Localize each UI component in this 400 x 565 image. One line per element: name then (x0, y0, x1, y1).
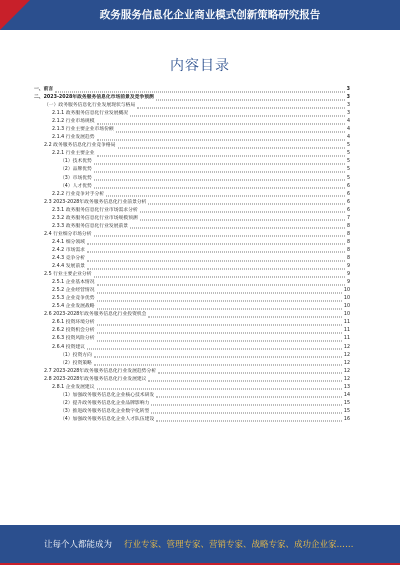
toc-entry[interactable] (34, 255, 350, 263)
toc-entry-title: 2.3.3 政务服务信息化行业发展前景 (52, 223, 129, 229)
toc-entry[interactable] (34, 110, 350, 118)
toc-entry-title: 2.8.1 企业发展建议 (52, 384, 95, 390)
toc-entry-page: 9 (346, 272, 350, 278)
toc-entry-page: 12 (343, 344, 350, 350)
toc-entry-page: 5 (346, 159, 350, 165)
toc-entry[interactable] (34, 368, 350, 376)
toc-entry-title: 一、前言 (34, 87, 54, 93)
toc-entry-page: 8 (346, 247, 350, 253)
toc-leader-dots (140, 220, 345, 221)
toc-entry-title: 2.2.1 行业主要企业 (52, 151, 95, 157)
toc-entry-title: （1）投资方向 (60, 352, 92, 358)
toc-leader-dots (158, 373, 342, 374)
toc-entry[interactable] (34, 392, 350, 400)
toc-entry-title: 2.5.3 企业竞争优势 (52, 296, 95, 302)
toc-entry-title: 2.2 政务服务信息化行业竞争格局 (44, 143, 116, 149)
toc-entry-page: 5 (346, 167, 350, 173)
toc-entry-title: （3）市场优势 (60, 175, 92, 181)
report-header (0, 0, 400, 30)
toc-entry[interactable] (34, 400, 350, 408)
toc-entry[interactable] (34, 344, 350, 352)
toc-leader-dots (97, 340, 342, 341)
toc-leader-dots (137, 107, 345, 108)
toc-leader-dots (116, 131, 345, 132)
footer-slogan-left: 让每个人都能成为 (44, 540, 113, 550)
toc-entry-page: 6 (346, 199, 350, 205)
toc-entry-page: 12 (343, 352, 350, 358)
toc-leader-dots (97, 155, 345, 156)
toc-entry[interactable] (34, 311, 350, 319)
toc-leader-dots (94, 357, 342, 358)
report-title: 政务服务信息化企业商业模式创新策略研究报告 (99, 9, 321, 21)
toc-leader-dots (94, 163, 345, 164)
toc-leader-dots (106, 196, 345, 197)
toc-entry[interactable] (34, 175, 350, 183)
toc-entry[interactable] (34, 408, 350, 416)
toc-entry-page: 3 (346, 95, 350, 101)
toc-entry-page: 3 (346, 87, 350, 93)
toc-leader-dots (148, 381, 341, 382)
toc-leader-dots (97, 292, 342, 293)
toc-entry-page: 6 (346, 191, 350, 197)
toc-entry-title: 2.6.2 投资机会分析 (52, 328, 95, 334)
toc-entry-title: 2.8 2023-2028年政务服务信息化行业发展建议 (44, 376, 147, 382)
toc-entry-title: （4）人才优势 (60, 183, 92, 189)
toc-entry-title: 2.1.3 行业主要企业市场份额 (52, 127, 114, 133)
page-footer (0, 525, 400, 565)
toc-leader-dots (97, 324, 342, 325)
toc-entry-title: 2.5.2 企业经营情况 (52, 288, 95, 294)
toc-entry[interactable] (34, 118, 350, 126)
toc-entry[interactable] (34, 295, 350, 303)
toc-entry[interactable] (34, 215, 350, 223)
toc-entry[interactable] (34, 352, 350, 360)
toc-entry-title: 2.5.4 企业发展战略 (52, 304, 95, 310)
toc-entry-page: 8 (346, 223, 350, 229)
toc-leader-dots (148, 316, 341, 317)
toc-leader-dots (97, 123, 345, 124)
toc-entry-page: 15 (343, 400, 350, 406)
toc-entry-page: 10 (343, 312, 350, 318)
toc-entry-page: 6 (346, 183, 350, 189)
toc-leader-dots (156, 397, 342, 398)
toc-entry-page: 9 (346, 264, 350, 270)
toc-leader-dots (94, 180, 345, 181)
toc-entry-page: 8 (346, 231, 350, 237)
toc-entry-title: 2.3.1 政务服务信息化行业市场需求分析 (52, 207, 138, 213)
toc-entry[interactable] (34, 271, 350, 279)
toc-leader-dots (87, 244, 345, 245)
toc-entry[interactable] (34, 94, 350, 102)
toc-entry[interactable] (34, 223, 350, 231)
toc-entry-title: （2）提升政务服务信息化企业品牌影响力 (60, 400, 150, 406)
toc-entry[interactable] (34, 263, 350, 271)
toc-entry[interactable] (34, 191, 350, 199)
toc-entry-page: 15 (343, 408, 350, 414)
toc-entry[interactable] (34, 360, 350, 368)
toc-entry[interactable] (34, 239, 350, 247)
toc-heading: 内容目录 (170, 58, 230, 74)
toc-entry-title: 2.6 2023-2028年政务服务信息化行业投资机会 (44, 312, 147, 318)
toc-leader-dots (87, 268, 345, 269)
toc-entry-title: 2.3.2 政务服务信息化行业市场规模预测 (52, 215, 138, 221)
toc-entry-page: 4 (346, 119, 350, 125)
toc-entry-title: 2.4.4 发展前景 (52, 264, 85, 270)
toc-entry-title: 二、2023-2028年政务服务信息化市场前景及竞争预测 (34, 95, 154, 101)
toc-leader-dots (87, 260, 345, 261)
toc-entry-page: 4 (346, 127, 350, 133)
toc-leader-dots (130, 115, 345, 116)
toc-leader-dots (94, 171, 345, 172)
toc-entry-page: 9 (346, 280, 350, 286)
toc-leader-dots (97, 389, 342, 390)
toc-entry[interactable] (34, 416, 350, 424)
toc-entry-page: 11 (343, 320, 350, 326)
toc-leader-dots (87, 252, 345, 253)
toc-entry-title: 2.6.1 投资环境分析 (52, 320, 95, 326)
toc-entry-title: 2.4.2 市场需求 (52, 247, 85, 253)
toc-entry-page: 5 (346, 175, 350, 181)
toc-leader-dots (94, 188, 345, 189)
toc-entry-title: （1）加强政务服务信息化企业核心技术研发 (60, 392, 155, 398)
toc-entry[interactable] (34, 86, 350, 94)
toc-entry[interactable] (34, 183, 350, 191)
toc-leader-dots (97, 284, 345, 285)
toc-entry-title: 2.7 2023-2028年政务服务信息化行业发展趋势分析 (44, 368, 157, 374)
toc-entry-page: 12 (343, 376, 350, 382)
toc-entry-title: 2.6.3 投资风险分析 (52, 336, 95, 342)
toc-entry-title: 2.4.3 竞争分析 (52, 256, 85, 261)
toc-entry-title: 2.4 行业细分市场分析 (44, 231, 92, 237)
toc-leader-dots (118, 147, 345, 148)
toc-entry[interactable] (34, 287, 350, 295)
toc-entry-page: 12 (343, 368, 350, 374)
toc-leader-dots (151, 413, 341, 414)
toc-entry-page: 14 (343, 392, 350, 398)
toc-entry[interactable] (34, 207, 350, 215)
toc-entry-title: 2.2.2 行业竞争对手分析 (52, 191, 105, 197)
toc-entry[interactable] (34, 126, 350, 134)
toc-entry-page: 10 (343, 304, 350, 310)
toc-entry[interactable] (34, 231, 350, 239)
toc-entry[interactable] (34, 102, 350, 110)
toc-entry-title: （4）加强政务服务信息化企业人才队伍建设 (60, 416, 155, 422)
toc-entry-page: 8 (346, 239, 350, 245)
toc-entry-page: 13 (343, 384, 350, 390)
toc-entry[interactable] (34, 376, 350, 384)
toc-entry-page: 12 (343, 360, 350, 366)
toc-entry-page: 11 (343, 328, 350, 334)
toc-leader-dots (130, 228, 345, 229)
toc-entry[interactable] (34, 335, 350, 343)
toc-entry-page: 11 (343, 336, 350, 342)
toc-leader-dots (156, 421, 342, 422)
toc-leader-dots (140, 212, 345, 213)
toc-entry-page: 5 (346, 151, 350, 157)
toc-leader-dots (94, 276, 345, 277)
toc-entry-page: 7 (346, 215, 350, 221)
toc-entry[interactable] (34, 142, 350, 150)
toc-entry-page: 4 (346, 135, 350, 141)
toc-entry[interactable] (34, 247, 350, 255)
toc-entry-title: 2.6.4 投资建议 (52, 344, 85, 350)
table-of-contents (34, 86, 350, 424)
toc-entry-title: 2.4.1 细分领域 (52, 239, 85, 245)
toc-leader-dots (94, 236, 345, 237)
toc-entry-title: （3）推进政务服务信息化企业数字化转型 (60, 408, 150, 414)
toc-leader-dots (97, 332, 342, 333)
toc-entry[interactable] (34, 279, 350, 287)
toc-entry[interactable] (34, 158, 350, 166)
footer-slogan-right: 行业专家、管理专家、营销专家、战略专家、成功企业家…… (124, 540, 354, 550)
toc-leader-dots (55, 91, 344, 92)
toc-leader-dots (87, 349, 342, 350)
toc-entry[interactable] (34, 134, 350, 142)
toc-entry[interactable] (34, 166, 350, 174)
toc-entry-page: 8 (346, 256, 350, 261)
toc-leader-dots (94, 365, 342, 366)
toc-entry-title: （1）技术优势 (60, 159, 92, 165)
toc-entry[interactable] (34, 150, 350, 158)
toc-entry-title: 2.5 行业主要企业分析 (44, 272, 92, 278)
toc-entry-title: （一）政务服务信息化行业发展现状与格局 (44, 103, 136, 109)
toc-entry-page: 5 (346, 143, 350, 149)
toc-entry[interactable] (34, 319, 350, 327)
toc-entry-page: 3 (346, 103, 350, 109)
toc-entry-title: 2.1.2 行业市场规模 (52, 119, 95, 125)
toc-entry-title: （2）投资策略 (60, 360, 92, 366)
toc-leader-dots (97, 300, 342, 301)
toc-leader-dots (97, 308, 342, 309)
toc-entry[interactable] (34, 384, 350, 392)
toc-entry-page: 10 (343, 288, 350, 294)
toc-entry[interactable] (34, 303, 350, 311)
toc-leader-dots (156, 99, 345, 100)
toc-entry-title: 2.1.1 政务服务信息化行业发展概况 (52, 111, 129, 117)
toc-entry-title: 2.3 2023-2028年政务服务信息化行业前景分析 (44, 199, 147, 205)
toc-entry-page: 6 (346, 207, 350, 213)
toc-entry-page: 3 (346, 111, 350, 117)
toc-entry-title: 2.5.1 企业基本情况 (52, 280, 95, 286)
toc-leader-dots (97, 139, 345, 140)
toc-entry-page: 16 (343, 416, 350, 422)
header-red-corner (0, 0, 30, 30)
toc-entry-title: 2.1.4 行业发展趋势 (52, 135, 95, 141)
toc-leader-dots (148, 204, 344, 205)
toc-entry[interactable] (34, 327, 350, 335)
toc-entry[interactable] (34, 199, 350, 207)
toc-entry-page: 10 (343, 296, 350, 302)
toc-entry-title: （2）品牌优势 (60, 167, 92, 173)
toc-leader-dots (151, 405, 341, 406)
